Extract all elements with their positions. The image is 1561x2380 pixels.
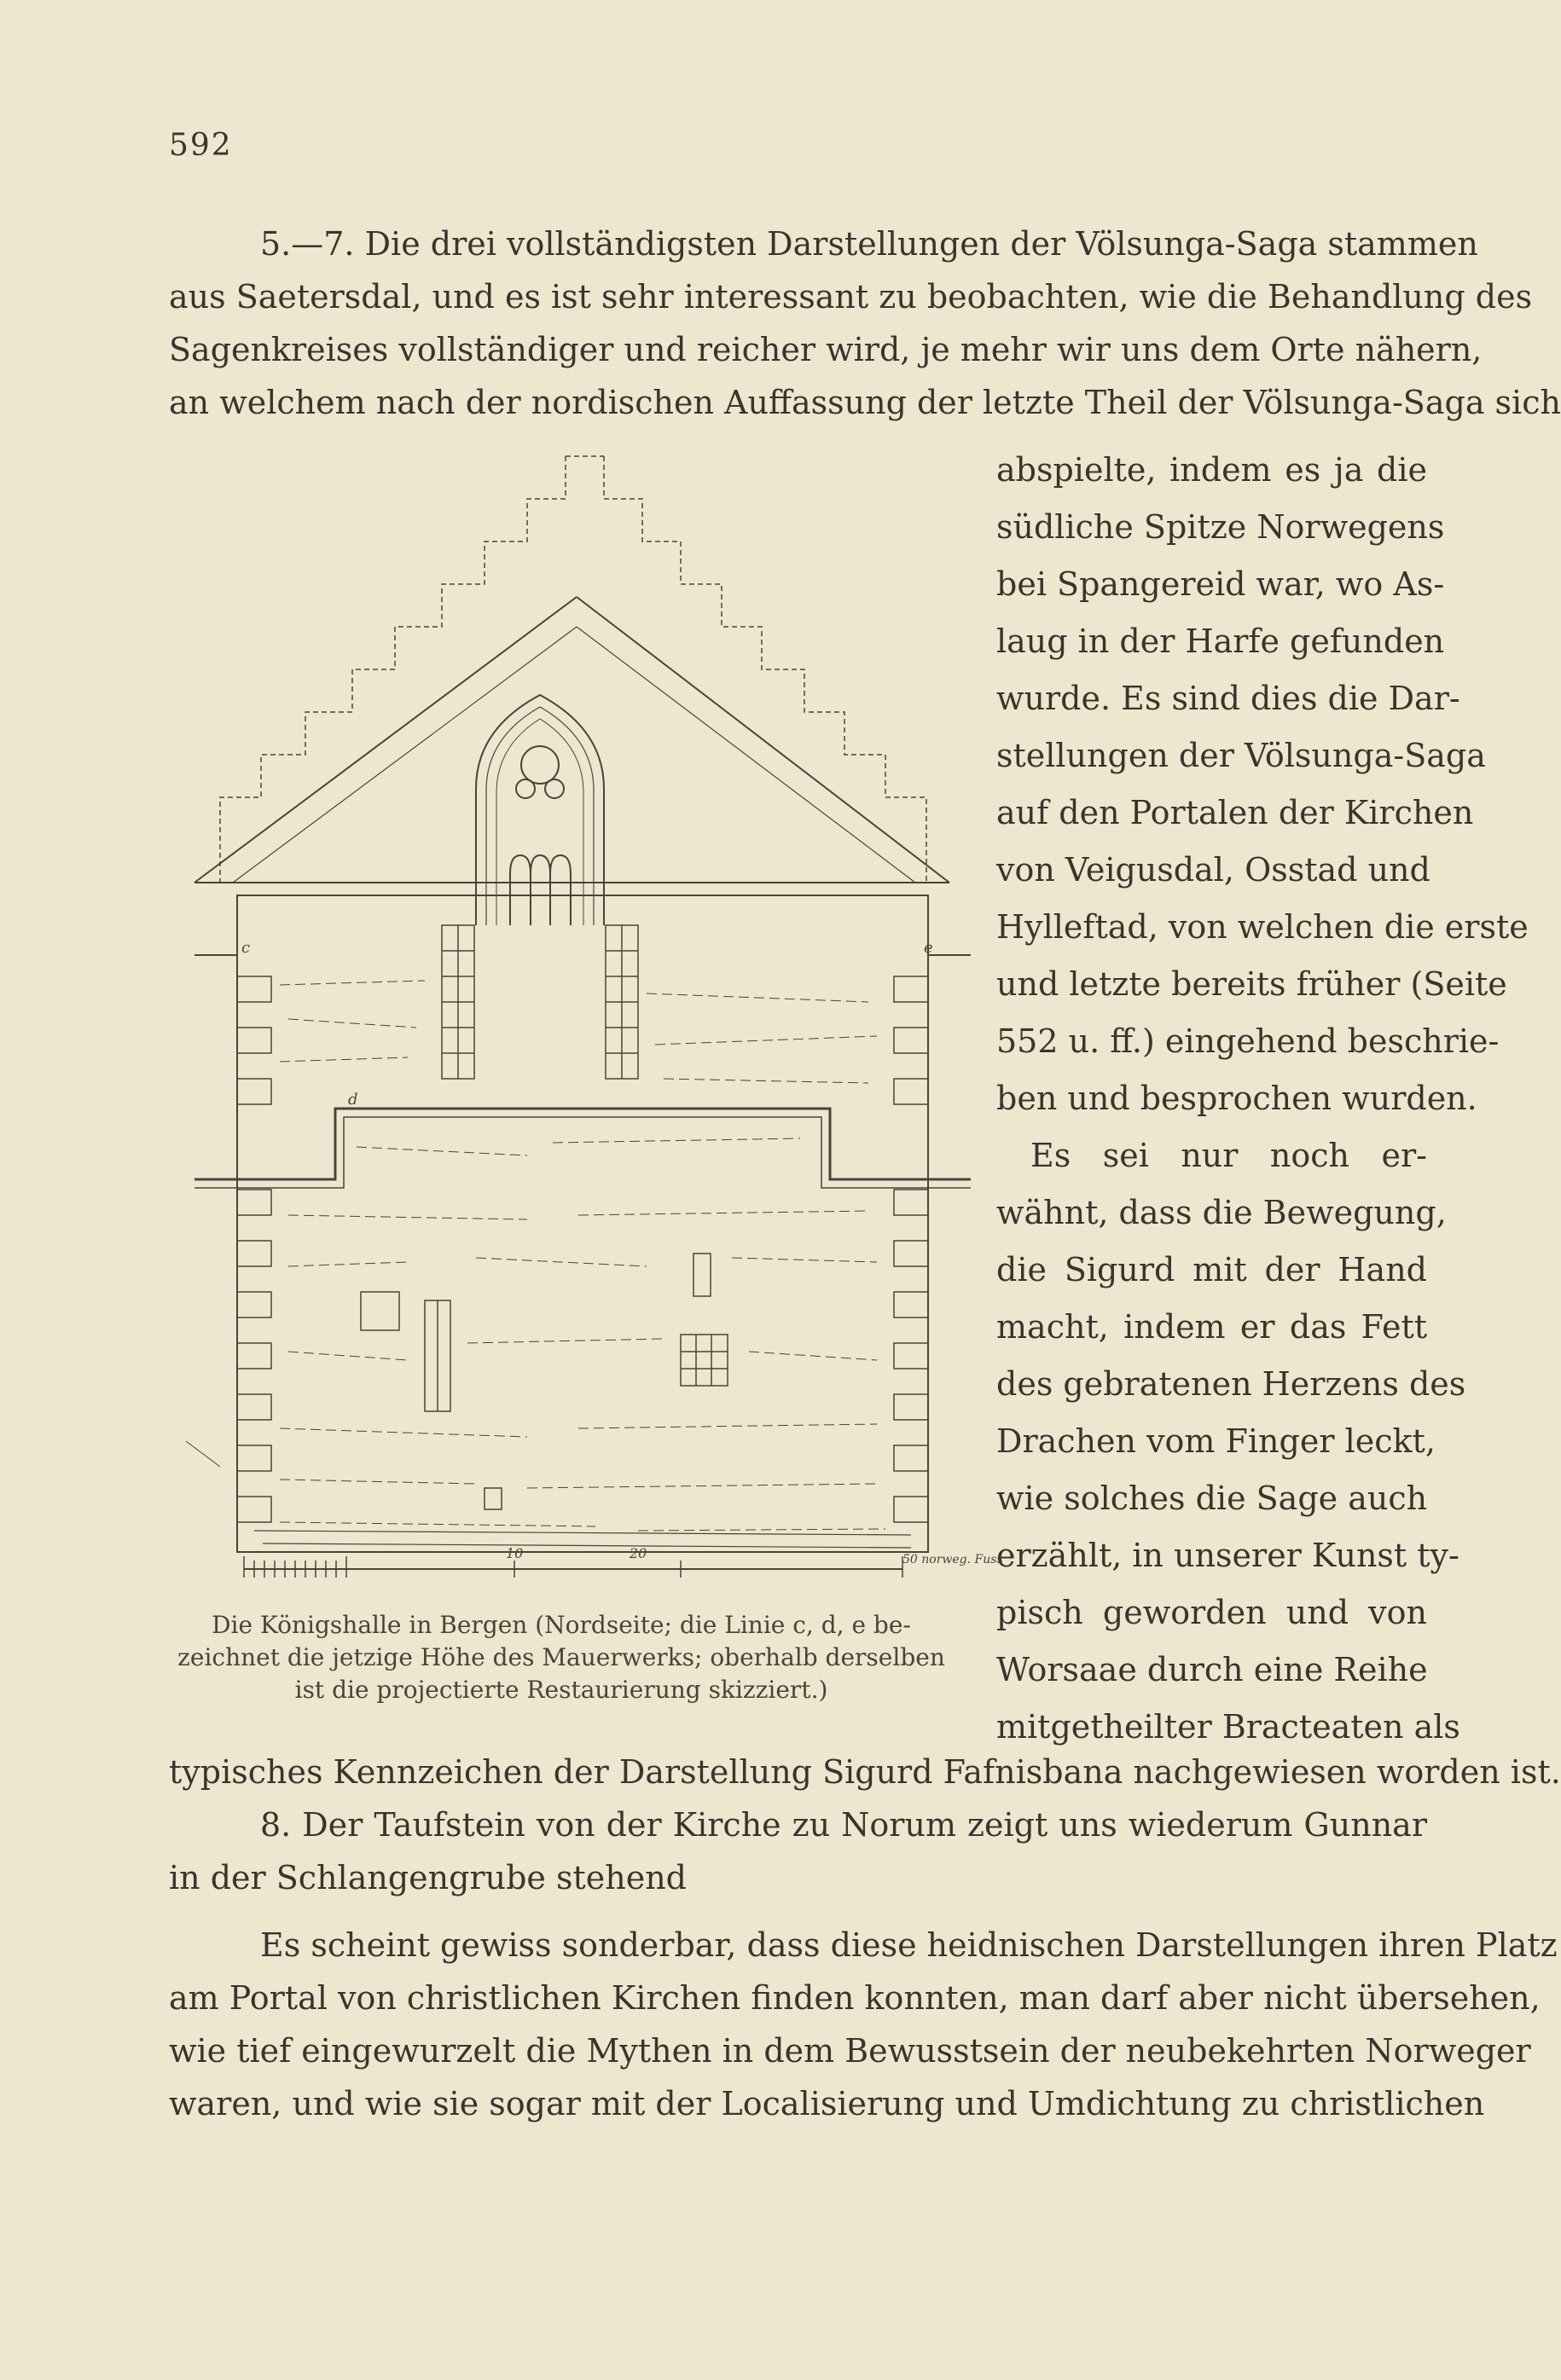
side-text-line: Worsaae durch eine Reihe [996,1651,1428,1688]
side-text-line: pisch geworden und von [996,1594,1427,1631]
text-line: in der Schlangengrube stehend [169,1859,687,1896]
side-text-line: wurde. Es sind dies die Dar- [996,680,1460,717]
scale-tick-10: 10 [506,1545,524,1561]
caption-line: ist die projectierte Restaurierung skizziert.) [294,1676,828,1704]
side-text-line: erzählt, in unserer Kunst ty- [996,1537,1459,1574]
side-text-line: und letzte bereits früher (Seite [996,965,1507,1003]
text-line: Sagenkreises vollständiger und reicher wird, je mehr wir uns dem Orte nähern, [169,331,1483,368]
kings-hall-elevation-drawing [169,448,1003,1582]
text-line: 8. Der Taufstein von der Kirche zu Norum zeigt uns wiederum Gunnar [260,1806,1427,1844]
side-text-line: südliche Spitze Norwegens [996,508,1445,546]
side-text-line: stellungen der Völsunga-Saga [996,737,1486,774]
side-text-line: mitgetheilter Bracteaten als [996,1708,1460,1746]
side-text-line: auf den Portalen der Kirchen [996,794,1474,831]
side-text-line: Es sei nur noch er- [1030,1137,1427,1174]
side-text-line: des gebratenen Herzens des [996,1365,1466,1403]
side-text-line: bei Spangereid war, wo As- [996,565,1445,603]
text-line: aus Saetersdal, und es ist sehr interessant zu beobachten, wie die Behandlung des [169,278,1533,316]
scale-unit: 50 norweg. Fuss [902,1553,1003,1566]
text-line: waren, und wie sie sogar mit der Localisierung und Umdichtung zu christlichen [169,2085,1485,2122]
side-text-line: wie solches die Sage auch [996,1480,1428,1517]
text-line: wie tief eingewurzelt die Mythen in dem Bewusstsein der neubekehrten Norweger [169,2032,1531,2070]
side-text-line: Drachen vom Finger leckt, [996,1422,1436,1460]
text-line: an welchem nach der nordischen Auffassung der letzte Theil der Völsunga-Saga sich [169,384,1561,421]
label-e: e [924,939,933,957]
text-line: am Portal von christlichen Kirchen finden konnten, man darf aber nicht übersehen, [169,1979,1541,2017]
scale-tick-20: 20 [630,1545,647,1561]
figure-caption [169,1609,954,1706]
caption-line: Die Königshalle in Bergen (Nordseite; die Linie c, d, e be- [212,1611,911,1639]
text-line: typisches Kennzeichen der Darstellung Sigurd Fafnisbana nachgewiesen worden ist. [169,1753,1561,1791]
text-line: 5.—7. Die drei vollständigsten Darstellungen der Völsunga-Saga stammen [260,225,1478,263]
side-text-line: von Veigusdal, Osstad und [996,851,1430,889]
label-c: c [241,939,251,957]
page-number: 592 [169,128,233,163]
side-text-line: laug in der Harfe gefunden [996,623,1445,660]
text-line: Es scheint gewiss sonderbar, dass diese heidnischen Darstellungen ihren Platz [260,1926,1558,1964]
side-text-line: wähnt, dass die Bewegung, [996,1194,1447,1231]
side-text-line: ben und besprochen wurden. [996,1080,1477,1117]
side-text-line: 552 u. ff.) eingehend beschrie- [996,1022,1500,1060]
caption-line: zeichnet die jetzige Höhe des Mauerwerks; oberhalb derselben [177,1643,945,1671]
side-text-line: abspielte, indem es ja die [996,451,1427,489]
side-text-line: die Sigurd mit der Hand [996,1251,1427,1288]
label-d: d [348,1091,358,1109]
side-text-line: Hylleftad, von welchen die erste [996,908,1529,946]
side-text-line: macht, indem er das Fett [996,1308,1427,1346]
